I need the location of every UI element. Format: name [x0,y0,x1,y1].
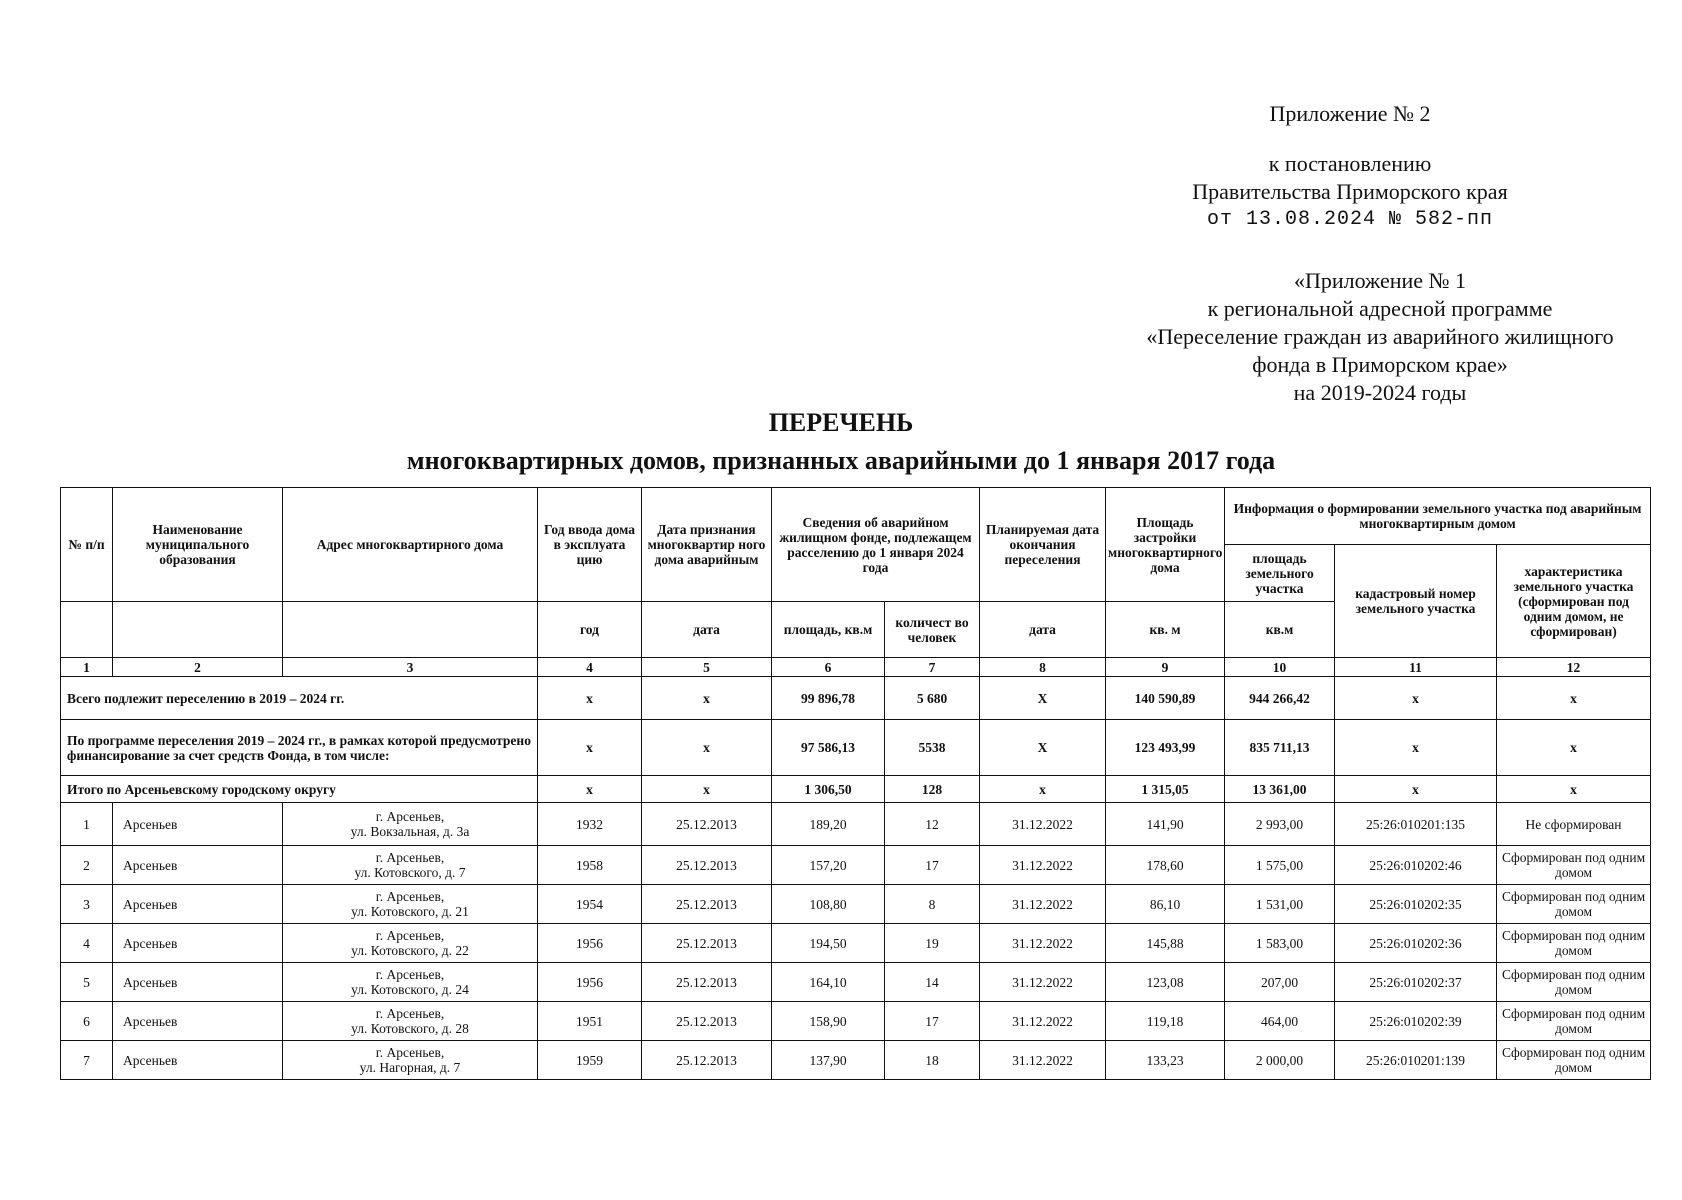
characteristic-cell: Сформирован под одним домом [1497,1041,1651,1080]
address-city: г. Арсеньев, [375,967,445,982]
people-cell: 18 [885,1041,980,1080]
program-appendix-header [1100,267,1660,407]
end-date-cell: 31.12.2022 [980,1041,1106,1080]
area-cell: 194,50 [772,924,885,963]
summary-cell: x [642,720,772,776]
municipality-cell: Арсеньев [113,1002,283,1041]
recognition-date-cell: 25.12.2013 [642,885,772,924]
row-number: 6 [61,1002,113,1041]
header-building-area: Площадь застройки многоквартирного дома [1106,488,1225,602]
land-area-cell: 207,00 [1225,963,1335,1002]
appendix-authority: Правительства Приморского края [1192,179,1508,204]
address-street: ул. Нагорная, д. 7 [359,1060,461,1075]
header-municipality-cont [113,602,283,658]
recognition-date-cell: 25.12.2013 [642,1041,772,1080]
summary-label: По программе переселения 2019 – 2024 гг., в рамках которой предусмотрено финансирование за счет средств Фонда, в том числе: [61,720,538,776]
people-cell: 12 [885,803,980,846]
land-area-cell: 464,00 [1225,1002,1335,1041]
summary-cell: x [980,776,1106,803]
land-area-cell: 2 000,00 [1225,1041,1335,1080]
row-number: 4 [61,924,113,963]
table-row [61,885,1651,924]
municipality-cell: Арсеньев [113,924,283,963]
address-cell [283,924,538,963]
area-cell: 137,90 [772,1041,885,1080]
area-cell: 164,10 [772,963,885,1002]
summary-cell: x [538,720,642,776]
cadastral-cell: 25:26:010201:135 [1335,803,1497,846]
characteristic-cell: Сформирован под одним домом [1497,963,1651,1002]
table-row [61,963,1651,1002]
appendix-number: Приложение № 2 [1269,101,1431,126]
summary-cell: x [1497,677,1651,720]
header-cadastral: кадастровый номер земельного участка [1335,545,1497,658]
recognition-date-cell: 25.12.2013 [642,924,772,963]
recognition-date-cell: 25.12.2013 [642,803,772,846]
summary-cell: 123 493,99 [1106,720,1225,776]
table-row [61,846,1651,885]
people-cell: 17 [885,1002,980,1041]
summary-cell: 140 590,89 [1106,677,1225,720]
summary-row [61,720,1651,776]
recognition-date-cell: 25.12.2013 [642,846,772,885]
building-area-cell: 133,23 [1106,1041,1225,1080]
summary-cell: x [642,677,772,720]
building-area-cell: 141,90 [1106,803,1225,846]
address-city: г. Арсеньев, [375,889,445,904]
address-street: ул. Котовского, д. 28 [351,1021,469,1036]
header-recognition-date: Дата признания многоквартир ного дома аварийным [642,488,772,602]
municipality-cell: Арсеньев [113,885,283,924]
cadastral-cell: 25:26:010202:46 [1335,846,1497,885]
summary-cell: x [538,776,642,803]
summary-cell: x [642,776,772,803]
unit-people: количест во человек [885,602,980,658]
row-number: 2 [61,846,113,885]
year-cell: 1954 [538,885,642,924]
program-appendix-ref: к региональной адресной программе [1207,296,1553,321]
unit-building-area: кв. м [1106,602,1225,658]
row-number: 7 [61,1041,113,1080]
houses-table [60,487,1651,1080]
address-city: г. Арсеньев, [375,809,445,824]
table-row [61,1041,1651,1080]
characteristic-cell: Сформирован под одним домом [1497,1002,1651,1041]
col-number: 5 [642,658,772,677]
unit-year: год [538,602,642,658]
program-appendix-name1: «Переселение граждан из аварийного жилищного [1146,324,1614,349]
address-cell [283,846,538,885]
appendix-decree: от 13.08.2024 № 582-пп [1206,208,1494,231]
row-number: 1 [61,803,113,846]
building-area-cell: 123,08 [1106,963,1225,1002]
header-address: Адрес многоквартирного дома [283,488,538,602]
summary-cell: 944 266,42 [1225,677,1335,720]
municipality-cell: Арсеньев [113,803,283,846]
address-city: г. Арсеньев, [375,1006,445,1021]
document-title: ПЕРЕЧЕНЬ [768,408,914,437]
summary-cell: x [1497,776,1651,803]
row-number: 5 [61,963,113,1002]
municipality-cell: Арсеньев [113,846,283,885]
end-date-cell: 31.12.2022 [980,846,1106,885]
year-cell: 1959 [538,1041,642,1080]
people-cell: 14 [885,963,980,1002]
unit-end-date: дата [980,602,1106,658]
address-cell [283,1002,538,1041]
table-row [61,803,1651,846]
program-appendix-number: «Приложение № 1 [1293,268,1467,293]
building-area-cell: 86,10 [1106,885,1225,924]
summary-cell: 97 586,13 [772,720,885,776]
address-street: ул. Котовского, д. 7 [354,865,466,880]
summary-label: Всего подлежит переселению в 2019 – 2024 гг. [61,677,538,720]
address-street: ул. Вокзальная, д. 3а [350,824,470,839]
people-cell: 17 [885,846,980,885]
header-housing-info: Сведения об аварийном жилищном фонде, подлежащем расселению до 1 января 2024 года [772,488,980,602]
summary-cell: 5 680 [885,677,980,720]
col-number: 6 [772,658,885,677]
table-row [61,924,1651,963]
col-number: 4 [538,658,642,677]
municipality-cell: Арсеньев [113,963,283,1002]
year-cell: 1956 [538,924,642,963]
land-area-cell: 1 531,00 [1225,885,1335,924]
characteristic-cell: Сформирован под одним домом [1497,885,1651,924]
address-city: г. Арсеньев, [375,850,445,865]
summary-cell: 128 [885,776,980,803]
unit-date: дата [642,602,772,658]
col-number: 8 [980,658,1106,677]
end-date-cell: 31.12.2022 [980,803,1106,846]
end-date-cell: 31.12.2022 [980,1002,1106,1041]
summary-cell: X [980,677,1106,720]
summary-cell: x [1335,677,1497,720]
summary-cell: x [1335,776,1497,803]
area-cell: 157,20 [772,846,885,885]
address-cell [283,1041,538,1080]
table-row [61,1002,1651,1041]
year-cell: 1956 [538,963,642,1002]
document-subtitle: многоквартирных домов, признанных аварийными до 1 января 2017 года [406,446,1276,475]
summary-cell: 99 896,78 [772,677,885,720]
address-street: ул. Котовского, д. 24 [351,982,469,997]
header-land-characteristic: характеристика земельного участка (сформирован под одним домом, не сформирован) [1497,545,1651,658]
appendix-ref-line: к постановлению [1268,151,1432,176]
building-area-cell: 178,60 [1106,846,1225,885]
cadastral-cell: 25:26:010201:139 [1335,1041,1497,1080]
year-cell: 1951 [538,1002,642,1041]
cadastral-cell: 25:26:010202:39 [1335,1002,1497,1041]
summary-cell: 1 315,05 [1106,776,1225,803]
col-number: 10 [1225,658,1335,677]
area-cell: 158,90 [772,1002,885,1041]
municipality-cell: Арсеньев [113,1041,283,1080]
summary-cell: 5538 [885,720,980,776]
summary-cell: x [1497,720,1651,776]
land-area-cell: 1 583,00 [1225,924,1335,963]
summary-cell: 13 361,00 [1225,776,1335,803]
address-street: ул. Котовского, д. 22 [351,943,469,958]
col-number: 1 [61,658,113,677]
summary-row [61,776,1651,803]
address-city: г. Арсеньев, [375,1045,445,1060]
summary-label: Итого по Арсеньевскому городскому округу [61,776,538,803]
header-year: Год ввода дома в эксплуата цию [538,488,642,602]
end-date-cell: 31.12.2022 [980,885,1106,924]
col-number: 12 [1497,658,1651,677]
address-cell [283,803,538,846]
row-number: 3 [61,885,113,924]
characteristic-cell: Сформирован под одним домом [1497,924,1651,963]
header-land-area: площадь земельного участка [1225,545,1335,602]
header-number-cont [61,602,113,658]
header-planned-end: Планируемая дата окончания переселения [980,488,1106,602]
header-municipality: Наименование муниципального образования [113,488,283,602]
building-area-cell: 119,18 [1106,1002,1225,1041]
appendix-header [1170,100,1530,234]
address-city: г. Арсеньев, [375,928,445,943]
land-area-cell: 1 575,00 [1225,846,1335,885]
col-number: 3 [283,658,538,677]
cadastral-cell: 25:26:010202:35 [1335,885,1497,924]
header-land-info: Информация о формировании земельного участка под аварийным многоквартирным домом [1225,488,1651,545]
address-cell [283,885,538,924]
year-cell: 1932 [538,803,642,846]
col-number: 7 [885,658,980,677]
building-area-cell: 145,88 [1106,924,1225,963]
header-number: № п/п [61,488,113,602]
end-date-cell: 31.12.2022 [980,924,1106,963]
program-appendix-years: на 2019-2024 годы [1293,380,1467,405]
land-area-cell: 2 993,00 [1225,803,1335,846]
summary-cell: 1 306,50 [772,776,885,803]
area-cell: 189,20 [772,803,885,846]
area-cell: 108,80 [772,885,885,924]
year-cell: 1958 [538,846,642,885]
program-appendix-name2: фонда в Приморском крае» [1252,352,1508,377]
unit-land-area: кв.м [1225,602,1335,658]
cadastral-cell: 25:26:010202:36 [1335,924,1497,963]
recognition-date-cell: 25.12.2013 [642,1002,772,1041]
characteristic-cell: Сформирован под одним домом [1497,846,1651,885]
cadastral-cell: 25:26:010202:37 [1335,963,1497,1002]
end-date-cell: 31.12.2022 [980,963,1106,1002]
summary-cell: x [1335,720,1497,776]
address-cell [283,963,538,1002]
summary-cell: X [980,720,1106,776]
people-cell: 19 [885,924,980,963]
recognition-date-cell: 25.12.2013 [642,963,772,1002]
address-street: ул. Котовского, д. 21 [351,904,469,919]
summary-row [61,677,1651,720]
header-address-cont [283,602,538,658]
summary-cell: x [538,677,642,720]
unit-area: площадь, кв.м [772,602,885,658]
summary-cell: 835 711,13 [1225,720,1335,776]
col-number: 2 [113,658,283,677]
characteristic-cell: Не сформирован [1497,803,1651,846]
col-number: 11 [1335,658,1497,677]
col-number: 9 [1106,658,1225,677]
people-cell: 8 [885,885,980,924]
